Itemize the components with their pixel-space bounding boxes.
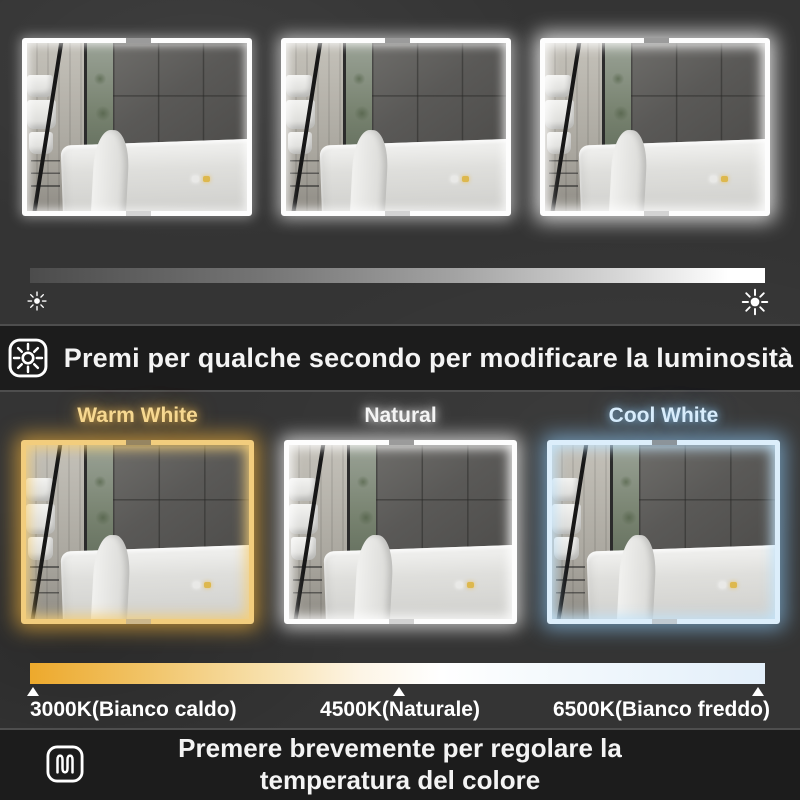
sun-dim-icon — [26, 290, 48, 317]
temperature-gradient-bar — [30, 663, 765, 684]
bathtub — [320, 139, 506, 211]
towel — [286, 75, 312, 97]
led-gap — [389, 440, 415, 445]
led-gap — [652, 440, 678, 445]
mirror-scene — [552, 445, 775, 619]
towel — [26, 478, 53, 501]
power-touch-dot — [719, 582, 726, 588]
towel — [545, 75, 571, 97]
led-gap — [126, 440, 152, 445]
brightness-instruction-band — [0, 324, 800, 392]
temperature-instruction-line2: temperatura del colore — [259, 765, 541, 795]
sun-bright-icon — [741, 288, 769, 321]
concrete-wall — [376, 445, 512, 560]
mirror-touch-buttons — [456, 582, 474, 588]
defog-touch-dot — [462, 176, 469, 182]
led-gap — [385, 211, 410, 216]
temp-scale-label-6500k: 6500K(Bianco freddo) — [552, 698, 770, 721]
bathtub — [586, 544, 775, 619]
mirror-touch-buttons — [719, 582, 737, 588]
power-touch-dot — [456, 582, 463, 588]
mode-label-natural: Natural — [364, 404, 437, 427]
mirror-scene — [27, 43, 247, 211]
led-gap — [644, 211, 669, 216]
triangle-marker-3000k — [27, 687, 39, 696]
brightness-gradient-bar — [30, 268, 765, 283]
concrete-wall — [631, 43, 765, 154]
triangle-marker-6500k — [752, 687, 764, 696]
concrete-wall — [113, 445, 249, 560]
defog-touch-dot — [203, 176, 210, 182]
mirror-scene — [289, 445, 512, 619]
defog-touch-dot — [467, 582, 474, 588]
temperature-instruction-band — [0, 728, 800, 800]
led-gap — [126, 38, 151, 43]
mirror-preview-natural — [284, 440, 517, 624]
concrete-wall — [372, 43, 506, 154]
bathtub — [60, 544, 249, 619]
defog-touch-dot — [721, 176, 728, 182]
defog-touch-dot — [204, 582, 211, 588]
bathtub — [323, 544, 512, 619]
defog-touch-button-icon — [45, 744, 85, 792]
mirror-scene — [26, 445, 249, 619]
led-gap — [652, 619, 678, 624]
towel — [289, 478, 316, 501]
power-touch-dot — [710, 176, 717, 182]
concrete-wall — [639, 445, 775, 560]
defog-touch-dot — [730, 582, 737, 588]
temperature-instruction-text — [178, 733, 622, 796]
led-gap — [389, 619, 415, 624]
brightness-instruction-text: Premi per qualche secondo per modificare la luminosità — [63, 342, 794, 373]
mirror-preview-warm-white — [21, 440, 254, 624]
towel — [27, 75, 53, 97]
mirror-touch-buttons — [193, 582, 211, 588]
temp-scale-label-3000k: 3000K(Bianco caldo) — [30, 698, 237, 721]
temperature-instruction-line1: Premere brevemente per regolare la — [178, 733, 622, 764]
led-gap — [126, 619, 152, 624]
mirror-preview-brightness-low — [22, 38, 252, 216]
power-touch-dot — [193, 582, 200, 588]
temp-scale-label-4500k: 4500K(Naturale) — [320, 698, 480, 721]
power-touch-dot — [451, 176, 458, 182]
mode-label-warm-white: Warm White — [77, 404, 198, 427]
triangle-marker-4500k — [393, 687, 405, 696]
bathtub — [579, 139, 765, 211]
led-gap — [126, 211, 151, 216]
mirror-scene — [545, 43, 765, 211]
power-touch-dot — [192, 176, 199, 182]
towel — [552, 478, 579, 501]
mirror-touch-buttons — [192, 176, 210, 182]
led-gap — [385, 38, 410, 43]
led-gap — [644, 38, 669, 43]
brightness-touch-button-icon — [7, 337, 49, 379]
mirror-scene — [286, 43, 506, 211]
mirror-preview-brightness-high — [540, 38, 770, 216]
concrete-wall — [113, 43, 247, 154]
mode-label-cool-white: Cool White — [608, 404, 719, 427]
mirror-preview-brightness-mid — [281, 38, 511, 216]
bathtub — [61, 139, 247, 211]
mirror-touch-buttons — [710, 176, 728, 182]
mirror-touch-buttons — [451, 176, 469, 182]
mirror-preview-cool-white — [547, 440, 780, 624]
